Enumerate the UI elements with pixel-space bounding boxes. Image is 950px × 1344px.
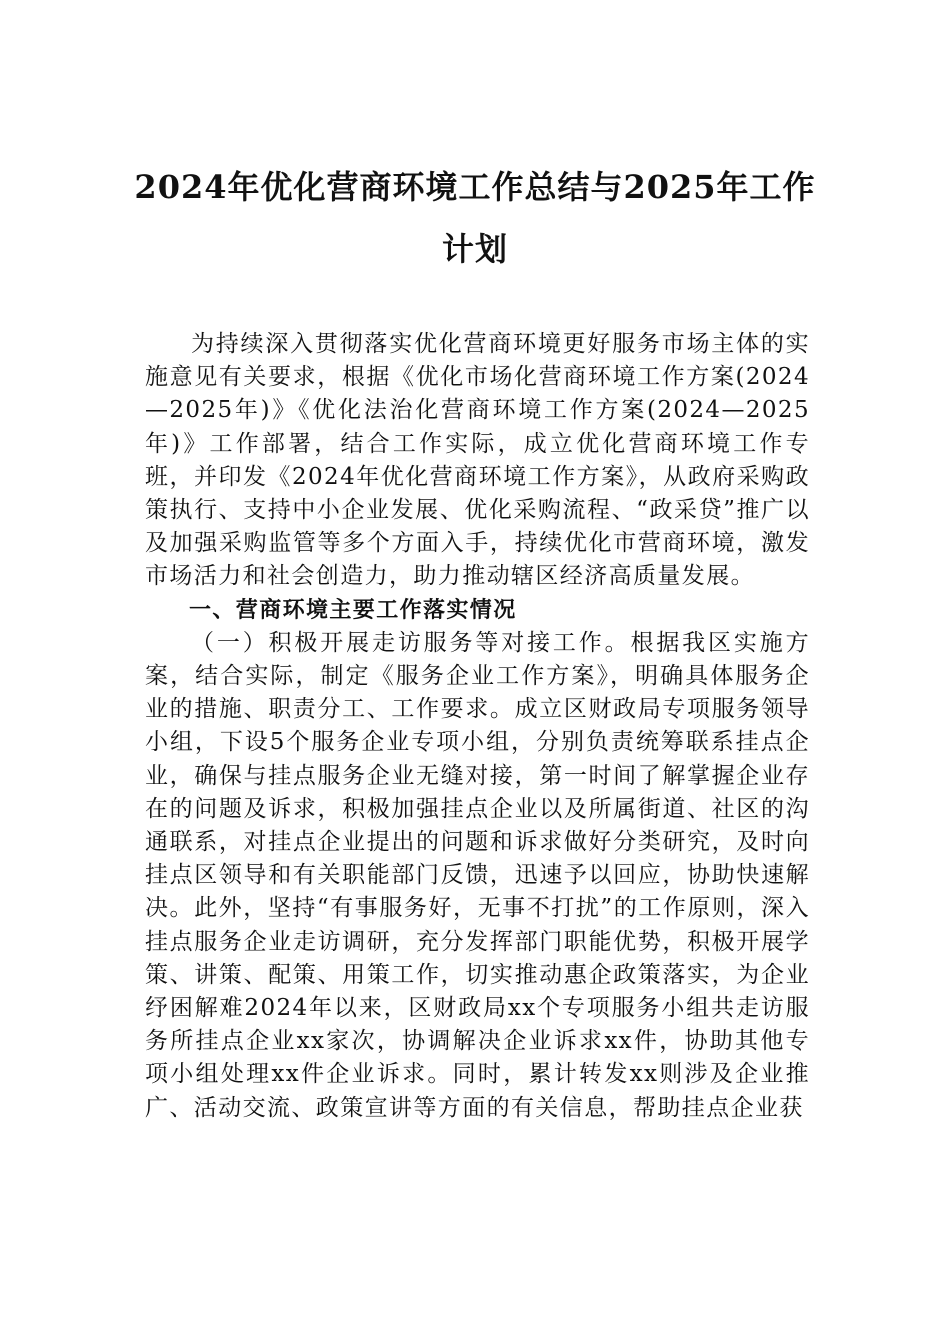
intro-paragraph: 为持续深入贯彻落实优化营商环境更好服务市场主体的实施意见有关要求，根据《优化市场化营商环境工作方案(2024—2025年)》《优化法治化营商环境工作方案(2024—2025年)》工作部署，结合工作实际，成立优化营商环境工作专班，并印发《2024年优化营商环境工作方案》，从政府采购政策执行、支持中小企业发展、优化采购流程、“政采贷”推广以及加强采购监管等多个方面入手，持续优化市营商环境，激发市场活力和社会创造力，助力推动辖区经济高质量发展。	[145, 331, 810, 590]
section-paragraph: （一）积极开展走访服务等对接工作。根据我区实施方案，结合实际，制定《服务企业工作方案》，明确具体服务企业的措施、职责分工、工作要求。成立区财政局专项服务领导小组，下设5个服务企业专项小组，分别负责统筹联系挂点企业，确保与挂点服务企业无缝对接，第一时间了解掌握企业存在的问题及诉求，积极加强挂点企业以及所属街道、社区的沟通联系，对挂点企业提出的问题和诉求做好分类研究，及时向挂点区领导和有关职能部门反馈，迅速予以回应，协助快速解决。此外，坚持“有事服务好，无事不打扰”的工作原则，深入挂点服务企业走访调研，充分发挥部门职能优势，积极开展学策、讲策、配策、用策工作，切实推动惠企政策落实，为企业纾困解难2024年以来，区财政局xx个专项服务小组共走访服务所挂点企业xx家次，协调解决企业诉求xx件，协助其他专项小组处理xx件企业诉求。同时，累计转发xx则涉及企业推广、活动交流、政策宣讲等方面的有关信息，帮助挂点企业获	[145, 629, 810, 1121]
document-title: 2024年优化营商环境工作总结与2025年工作计划	[134, 168, 816, 268]
section-heading: 一、营商环境主要工作落实情况	[189, 597, 517, 623]
document-body	[145, 328, 810, 1125]
